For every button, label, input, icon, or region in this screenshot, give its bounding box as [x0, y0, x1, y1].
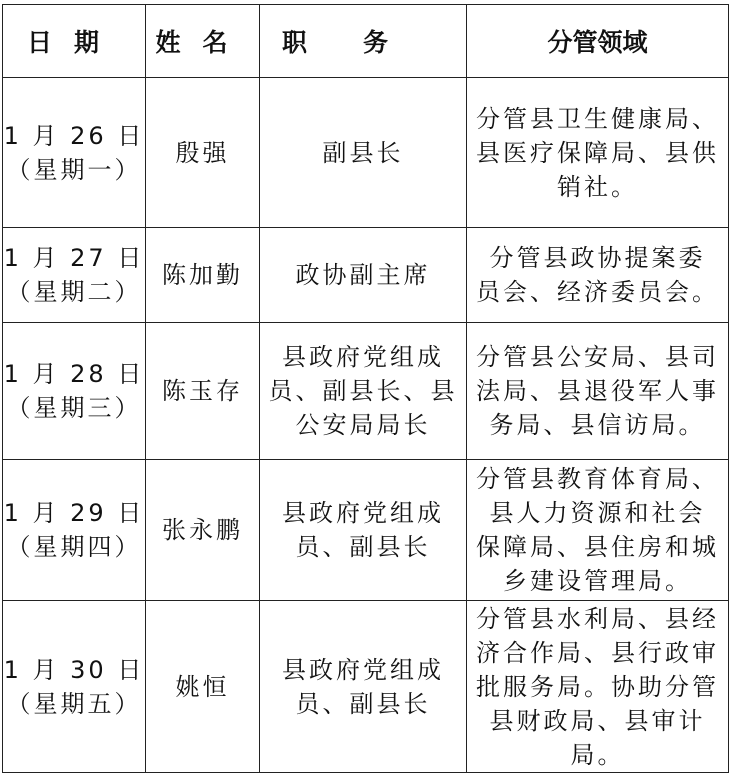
name-cell: 姚恒: [146, 601, 260, 773]
name-cell: 陈玉存: [146, 323, 260, 460]
date-cell: 1 月 28 日 （星期三）: [3, 323, 146, 460]
header-name: 姓名: [146, 5, 260, 78]
name-cell: 张永鹏: [146, 460, 260, 601]
duty-schedule-table: [2, 4, 729, 773]
area-cell: 分管县水利局、县经 济合作局、县行政审 批服务局。协助分管 县财政局、县审计 局。: [467, 601, 729, 773]
header-row: [3, 5, 729, 78]
header-area: 分管领域: [467, 5, 729, 78]
name-cell: 陈加勤: [146, 228, 260, 323]
header-post: 职务: [260, 5, 467, 78]
header-date: 日期: [3, 5, 146, 78]
post-cell: 县政府党组成 员、副县长: [260, 460, 467, 601]
post-cell: 副县长: [260, 78, 467, 228]
date-cell: 1 月 29 日 （星期四）: [3, 460, 146, 601]
table-row: [3, 323, 729, 460]
post-cell: 县政府党组成 员、副县长: [260, 601, 467, 773]
table-row: [3, 460, 729, 601]
table-row: [3, 228, 729, 323]
post-cell: 县政府党组成 员、副县长、县 公安局局长: [260, 323, 467, 460]
area-cell: 分管县公安局、县司 法局、县退役军人事 务局、县信访局。: [467, 323, 729, 460]
post-cell: 政协副主席: [260, 228, 467, 323]
name-cell: 殷强: [146, 78, 260, 228]
date-cell: 1 月 26 日 （星期一）: [3, 78, 146, 228]
area-cell: 分管县政协提案委 员会、经济委员会。: [467, 228, 729, 323]
table-row: [3, 78, 729, 228]
date-cell: 1 月 30 日 （星期五）: [3, 601, 146, 773]
area-cell: 分管县教育体育局、 县人力资源和社会 保障局、县住房和城 乡建设管理局。: [467, 460, 729, 601]
area-cell: 分管县卫生健康局、 县医疗保障局、县供 销社。: [467, 78, 729, 228]
date-cell: 1 月 27 日 （星期二）: [3, 228, 146, 323]
table-row: [3, 601, 729, 773]
